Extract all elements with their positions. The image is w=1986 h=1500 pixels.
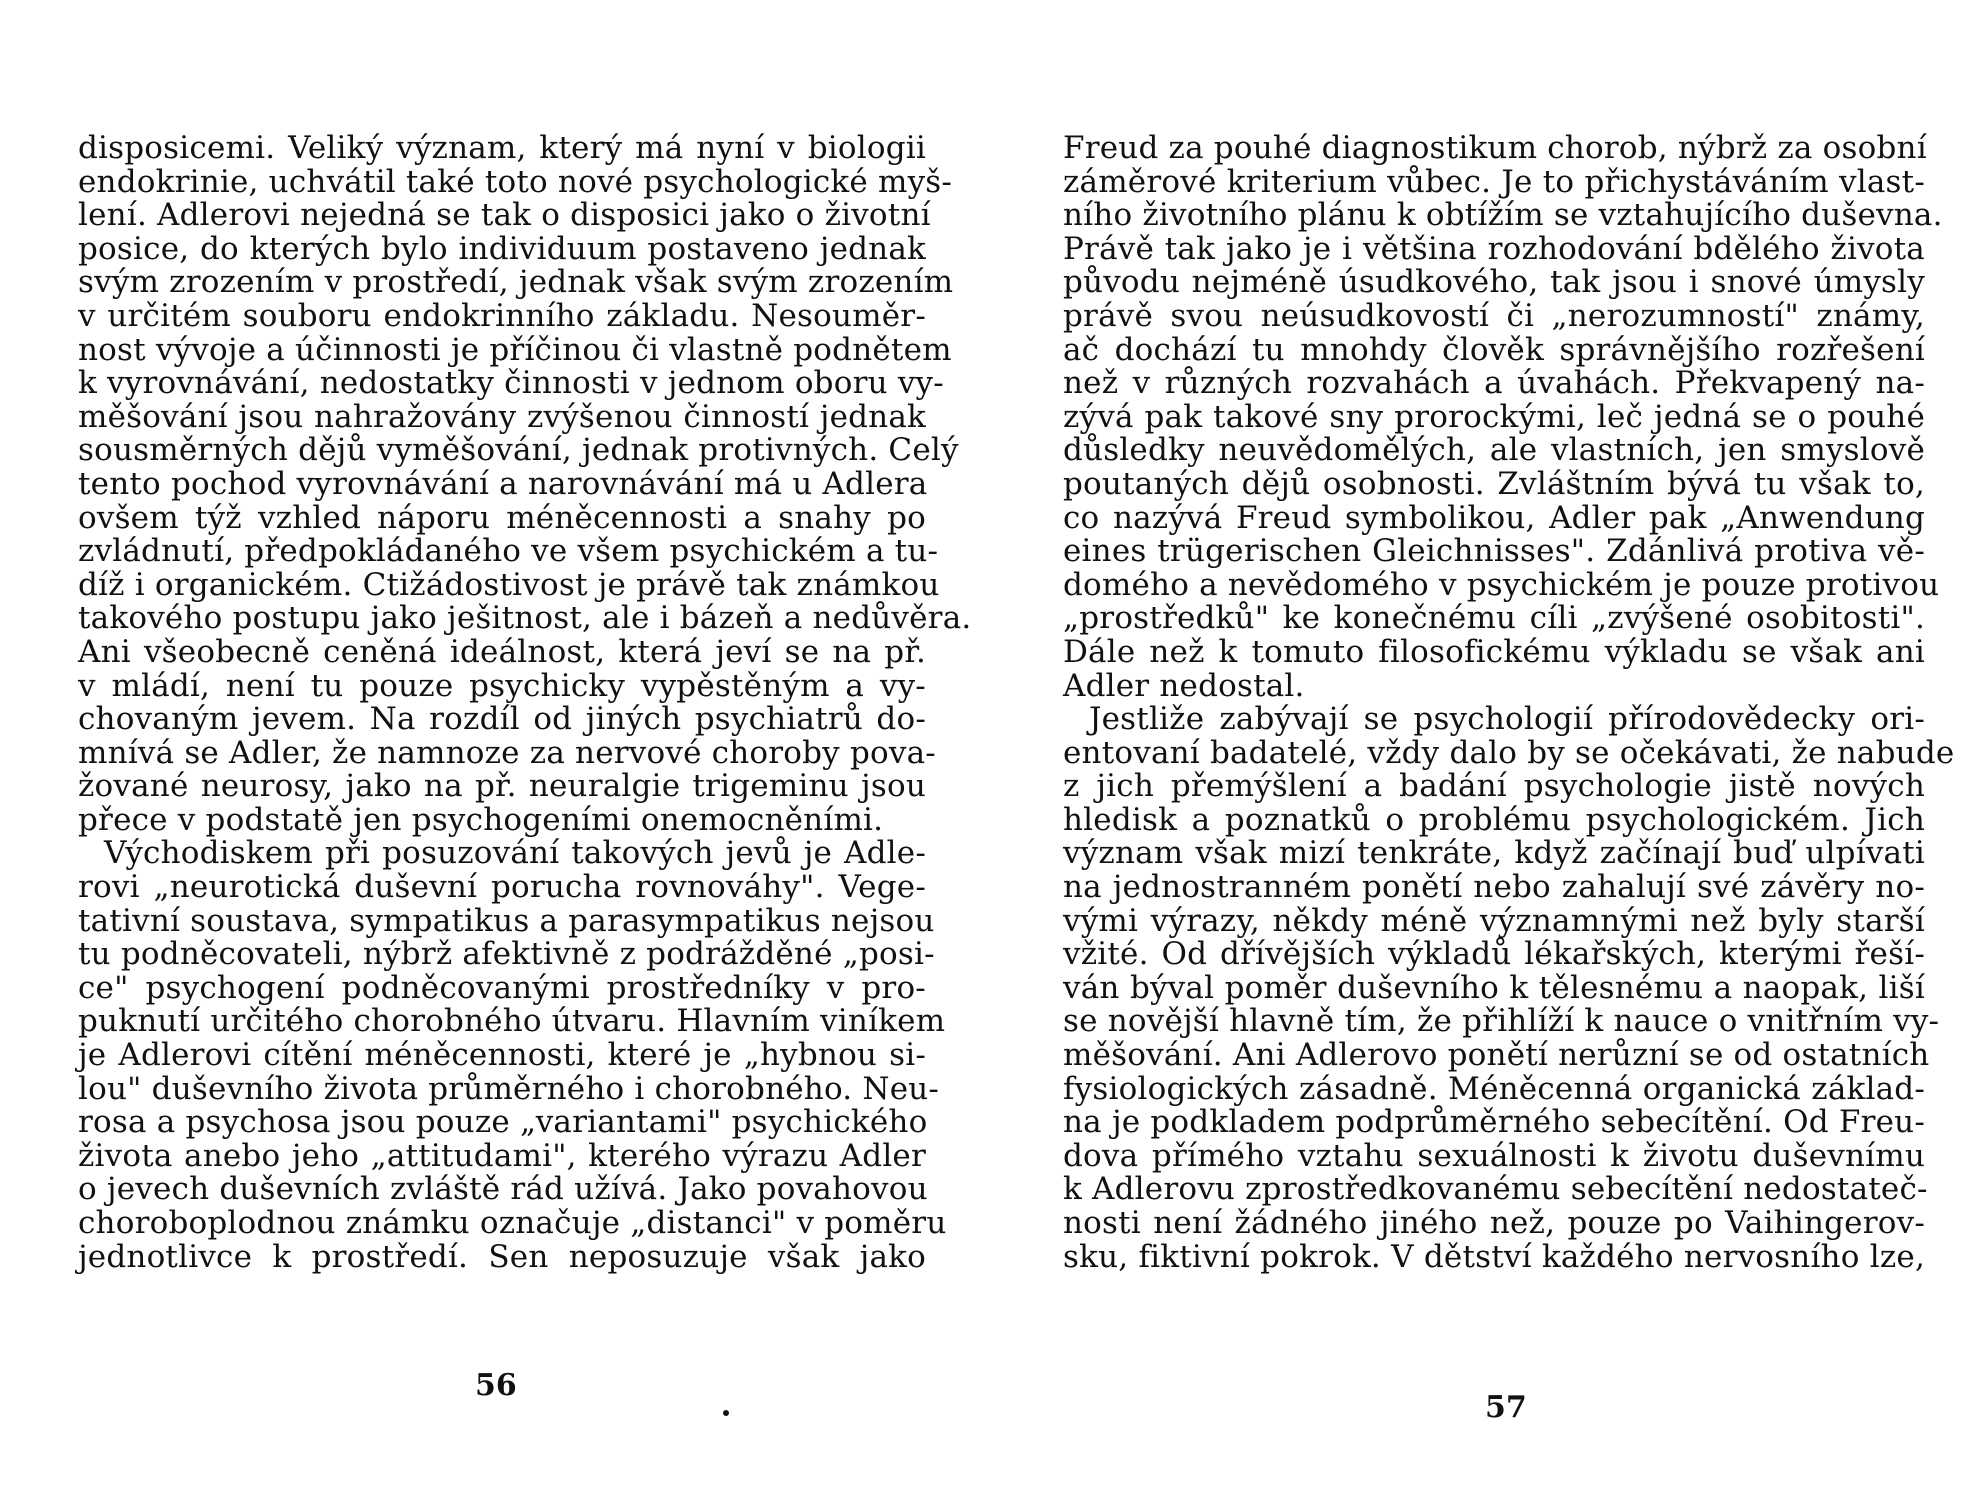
text-line: je Adlerovi cítění méněcennosti, které je „hybnou si- (78, 1037, 926, 1074)
text-line: přece v podstatě jen psychogeními onemocněními. (78, 801, 884, 838)
text-line: Právě tak jako je i většina rozhodování bdělého života (1063, 230, 1925, 267)
text-line: právě svou neúsudkovostí či „nerozumností" známy, (1063, 297, 1925, 334)
text-line: měšování jsou nahražovány zvýšenou činností jednak (78, 398, 926, 435)
text-line: Ani všeobecně ceněná ideálnost, která jeví se na př. (78, 633, 926, 670)
text-line: ovšem týž vzhled náporu méněcennosti a snahy po (78, 499, 926, 536)
text-line: než v různých rozvahách a úvahách. Překvapený na- (1063, 365, 1925, 402)
text-line: co nazývá Freud symbolikou, Adler pak „Anwendung (1063, 499, 1925, 536)
left-page-text (78, 130, 972, 1275)
text-line: význam však mizí tenkráte, když začínají buď ulpívati (1063, 835, 1925, 872)
text-line: svým zrozením v prostředí, jednak však svým zrozením (78, 264, 954, 301)
text-line: ač dochází tu mnohdy člověk správnějšího rozřešení (1063, 331, 1925, 368)
text-line: záměrové kriterium vůbec. Je to přichystáváním vlast- (1063, 163, 1925, 200)
text-line: poutaných dějů osobnosti. Zvláštním bývá tu však to, (1063, 465, 1925, 502)
text-line: se novější hlavně tím, že přihlíží k nauce o vnitřním vy- (1063, 1003, 1940, 1040)
text-line: rovi „neurotická duševní porucha rovnováhy". Vege- (78, 869, 926, 906)
text-line: vými výrazy, někdy méně významnými než byly starší (1063, 902, 1925, 939)
text-line: domého a nevědomého v psychickém je pouze protivou (1063, 566, 1940, 603)
text-line: života anebo jeho „attitudami", kterého výrazu Adler (78, 1137, 926, 1174)
text-line: ního životního plánu k obtížím se vztahujícího duševna. (1063, 197, 1943, 234)
text-line: hledisk a poznatků o problému psychologickém. Jich (1063, 801, 1925, 838)
text-line: takového postupu jako ješitnost, ale i bázeň a nedůvěra. (78, 600, 972, 637)
text-line: z jich přemýšlení a badání psychologie jistě nových (1063, 768, 1925, 805)
text-line: tu podněcovateli, nýbrž afektivně z podrážděné „posi- (78, 936, 935, 973)
text-line: choroboplodnou známku označuje „distanci" v poměru (78, 1205, 947, 1241)
right-page-text (1063, 130, 1955, 1275)
text-line: sousměrných dějů vyměšování, jednak protivných. Celý (78, 432, 959, 469)
text-line: na je podkladem podprůměrného sebecítění. Od Freu- (1063, 1104, 1925, 1141)
text-line: „prostředků" ke konečnému cíli „zvýšené osobitosti". (1063, 600, 1925, 637)
text-line: důsledky neuvědomělých, ale vlastních, jen smyslově (1063, 432, 1925, 469)
text-line: Východiskem při posuzování takových jevů je Adle- (104, 835, 926, 872)
text-line: nosti není žádného jiného než, pouze po Vaihingerov- (1063, 1205, 1925, 1241)
text-line: posice, do kterých bylo individuum postaveno jednak (78, 230, 926, 267)
text-line: disposicemi. Veliký význam, který má nyní v biologii (78, 130, 926, 166)
text-line: ván býval poměr duševního k tělesnému a naopak, liší (1063, 969, 1925, 1006)
text-line: Adler nedostal. (1063, 667, 1305, 704)
text-line: k Adlerovu zprostředkovanému sebecítění nedostateč- (1063, 1171, 1928, 1208)
text-line: chovaným jevem. Na rozdíl od jiných psychiatrů do- (78, 701, 926, 738)
text-line: Jestliže zabývají se psychologií přírodovědecky ori- (1089, 701, 1925, 738)
text-line: sku, fiktivní pokrok. V dětství každého nervosního lze, (1063, 1238, 1925, 1275)
text-line: nost vývoje a účinnosti je příčinou či vlastně podnětem (78, 331, 952, 368)
text-line: ce" psychogení podněcovanými prostředníky v pro- (78, 969, 926, 1006)
text-line: eines trügerischen Gleichnisses". Zdánlivá protiva vě- (1063, 533, 1925, 570)
text-line: Freud za pouhé diagnostikum chorob, nýbrž za osobní (1063, 130, 1927, 166)
text-line: v mládí, není tu pouze psychicky vypěstěným a vy- (78, 667, 926, 704)
text-line: fysiologických zásadně. Méněcenná organická základ- (1063, 1070, 1925, 1107)
text-line: o jevech duševních zvláště rád užívá. Jako povahovou (78, 1171, 928, 1208)
text-line: puknutí určitého chorobného útvaru. Hlavním viníkem (78, 1003, 946, 1040)
text-line: mnívá se Adler, že namnoze za nervové choroby pova- (78, 734, 936, 771)
text-line: lou" duševního života průměrného i chorobného. Neu- (78, 1070, 940, 1107)
text-line: měšování. Ani Adlerovo ponětí nerůzní se od ostatních (1063, 1037, 1930, 1074)
text-line: lení. Adlerovi nejedná se tak o disposici jako o životní (78, 197, 931, 234)
text-line: v určitém souboru endokrinního základu. Nesouměr- (78, 297, 926, 334)
text-line: zývá pak takové sny prorockými, leč jedná se o pouhé (1063, 398, 1925, 435)
text-line: Dále než k tomuto filosofickému výkladu se však ani (1063, 633, 1925, 670)
margin-dot (723, 1410, 729, 1416)
text-line: tento pochod vyrovnávání a narovnávání má u Adlera (78, 465, 928, 502)
left-page-number: 56 (475, 1368, 517, 1403)
text-line: na jednostranném ponětí nebo zahalují své závěry no- (1063, 869, 1925, 906)
right-page (993, 0, 1986, 1500)
text-line: rosa a psychosa jsou pouze „variantami" psychického (78, 1104, 928, 1141)
text-line: endokrinie, uchvátil také toto nové psychologické myš- (78, 163, 953, 200)
text-line: vžité. Od dřívějších výkladů lékařských, kterými řeší- (1063, 936, 1925, 973)
text-line: entovaní badatelé, vždy dalo by se očekávati, že nabude (1063, 734, 1955, 771)
text-line: původu nejméně úsudkového, tak jsou i snové úmysly (1063, 264, 1925, 301)
text-line: k vyrovnávání, nedostatky činnosti v jednom oboru vy- (78, 365, 944, 402)
text-line: dova přímého vztahu sexuálnosti k životu duševnímu (1063, 1137, 1925, 1174)
right-page-number: 57 (1485, 1390, 1527, 1425)
text-line: jednotlivce k prostředí. Sen neposuzuje však jako (78, 1238, 926, 1275)
text-line: díž i organickém. Ctižádostivost je právě tak známkou (78, 566, 940, 603)
text-line: žované neurosy, jako na př. neuralgie trigeminu jsou (78, 768, 926, 805)
text-line: tativní soustava, sympatikus a parasympatikus nejsou (78, 902, 935, 939)
text-line: zvládnutí, předpokládaného ve všem psychickém a tu- (78, 533, 939, 570)
